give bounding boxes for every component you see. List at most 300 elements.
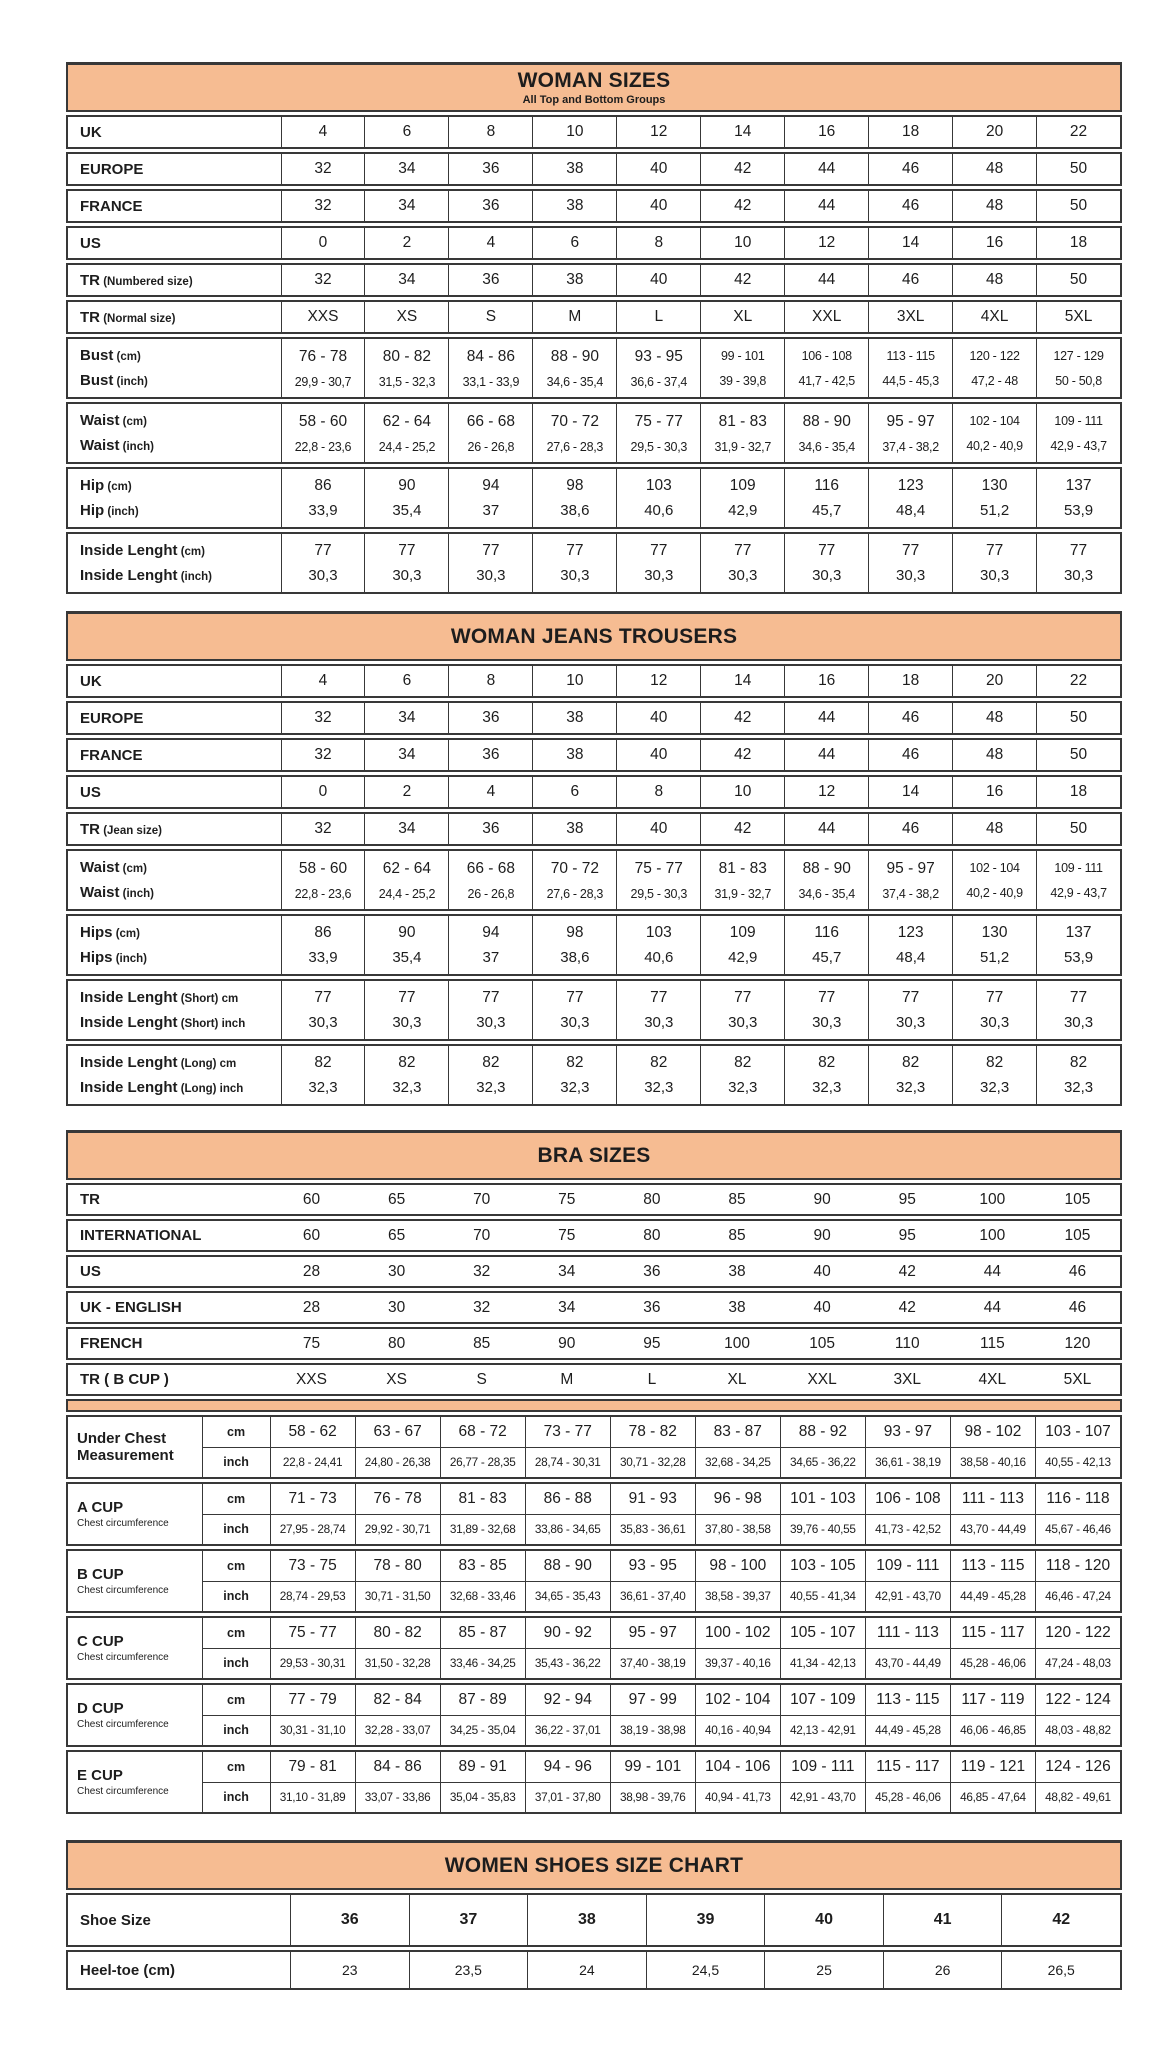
size-cell	[952, 339, 1036, 397]
size-cell	[868, 469, 952, 527]
size-value-inch: 32,3	[308, 1079, 338, 1097]
size-value-inch: 36,22 - 37,01	[534, 1723, 601, 1738]
table-row	[66, 701, 1122, 735]
row-label-unit: (cm)	[119, 416, 147, 428]
size-cell	[695, 1448, 780, 1478]
row-label	[80, 673, 281, 690]
size-value: 90	[813, 1190, 831, 1208]
size-value-inch: 48,4	[896, 949, 926, 967]
size-cell	[700, 777, 784, 807]
size-value-cm: 103 - 107	[1045, 1422, 1111, 1440]
size-value: 41	[883, 1895, 1002, 1945]
table-row	[66, 467, 1122, 529]
size-value-cm: 77	[314, 541, 332, 559]
size-value-cm: 88 - 90	[802, 412, 851, 430]
size-cell	[952, 228, 1036, 258]
row-label	[80, 542, 281, 559]
size-value-cm: 93 - 97	[883, 1422, 933, 1440]
unit-label-cm: cm	[202, 1551, 270, 1581]
woman-sizes-title: WOMAN SIZES	[517, 69, 671, 92]
size-value: 10	[734, 783, 752, 800]
size-value-cm: 109	[729, 476, 756, 494]
size-value: 44	[818, 271, 836, 288]
size-cell	[448, 740, 532, 770]
size-value: XS	[386, 1370, 407, 1388]
size-value: 40	[650, 197, 668, 214]
size-cell	[448, 117, 532, 147]
size-value-cm: 75 - 77	[288, 1623, 337, 1641]
size-value-inch: 42,91 - 43,70	[875, 1589, 941, 1604]
row-label-text: Inside Lenght	[80, 567, 178, 584]
size-cell	[364, 777, 448, 807]
size-cell	[270, 1752, 355, 1782]
size-value: 4	[486, 783, 496, 800]
size-value-cm: 98	[566, 476, 584, 494]
size-cell	[364, 469, 448, 527]
jeans-header	[66, 611, 1122, 661]
row-label	[80, 1335, 143, 1352]
row-label-unit: (Short) inch	[177, 1018, 246, 1030]
woman-sizes-header	[66, 62, 1122, 112]
size-value: 42	[1001, 1895, 1120, 1945]
size-cell	[865, 1618, 950, 1648]
row-label-unit: (inch)	[112, 953, 148, 965]
size-cell	[616, 191, 700, 221]
size-value: 38	[566, 709, 584, 726]
size-value-inch: 38,6	[560, 502, 590, 520]
size-value: 75	[558, 1190, 576, 1208]
row-label-unit: (inch)	[104, 506, 139, 518]
size-cell	[700, 1046, 784, 1104]
size-value-cm: 127 - 129	[1053, 348, 1104, 363]
unit-label-inch: inch	[202, 1783, 270, 1813]
size-value-cm: 88 - 90	[550, 347, 599, 365]
size-value-cm: 104 - 106	[705, 1757, 771, 1775]
size-value-inch: 43,70 - 44,49	[960, 1522, 1026, 1537]
size-value-inch: 41,73 - 42,52	[875, 1522, 941, 1537]
size-value: 16	[818, 123, 836, 140]
unit-label-inch: inch	[202, 1448, 270, 1478]
size-cell	[355, 1783, 440, 1813]
size-value: 25	[764, 1952, 883, 1988]
size-value: XXL	[812, 308, 842, 325]
size-value: 100	[979, 1226, 1006, 1244]
size-value: 46	[1068, 1298, 1087, 1316]
row-label-cell	[68, 154, 281, 184]
unit-label-inch: inch	[202, 1716, 270, 1746]
size-value-cm: 137	[1065, 476, 1092, 494]
size-value-cm: 87 - 89	[458, 1690, 507, 1708]
table-row	[66, 738, 1122, 772]
cup-sublabel: Chest circumference	[77, 1786, 169, 1798]
size-value-cm: 113 - 115	[961, 1556, 1025, 1574]
size-cell	[364, 534, 448, 592]
size-cell	[281, 740, 365, 770]
size-value: 38	[566, 746, 584, 763]
size-value: 4	[318, 672, 328, 689]
size-cell	[868, 740, 952, 770]
size-value: 75	[302, 1334, 321, 1352]
woman-sizes-subtitle: All Top and Bottom Groups	[522, 94, 666, 106]
size-value-inch: 44,49 - 45,28	[960, 1589, 1026, 1604]
size-value: 80	[387, 1334, 406, 1352]
size-value-inch: 37,40 - 38,19	[619, 1656, 686, 1671]
size-value: 42	[898, 1262, 916, 1280]
cup-sublabel: Chest circumference	[77, 1585, 169, 1597]
size-value-cm: 99 - 101	[624, 1757, 682, 1775]
size-cell	[532, 154, 616, 184]
size-cell	[952, 740, 1036, 770]
size-value-inch: 26 - 26,8	[467, 886, 515, 901]
size-value: 50	[1069, 160, 1088, 177]
size-value-cm: 120 - 122	[969, 348, 1020, 363]
size-value-cm: 63 - 67	[373, 1422, 422, 1440]
size-cell	[281, 302, 365, 332]
size-value-inch: 40,55 - 42,13	[1045, 1455, 1111, 1470]
size-cell	[868, 777, 952, 807]
size-value-cm: 90	[398, 923, 416, 941]
size-value: 40	[813, 1262, 831, 1280]
size-value-inch: 32,28 - 33,07	[364, 1723, 431, 1738]
size-cell	[700, 469, 784, 527]
size-value: 34	[398, 271, 416, 288]
size-value-cm: 95 - 97	[628, 1623, 677, 1641]
size-cell	[952, 814, 1036, 844]
size-value-inch: 30,71 - 32,28	[619, 1455, 686, 1470]
size-value-cm: 116	[814, 923, 840, 941]
row-label	[80, 161, 281, 178]
size-value: 38	[728, 1262, 746, 1280]
size-value-cm: 111 - 113	[876, 1623, 939, 1641]
size-cell	[616, 666, 700, 696]
size-value: 65	[387, 1226, 406, 1244]
size-value-cm: 92 - 94	[543, 1690, 592, 1708]
size-value-cm: 70 - 72	[550, 859, 599, 877]
size-cell	[695, 1618, 780, 1648]
size-value-inch: 42,9 - 43,7	[1050, 438, 1107, 453]
size-value: 18	[902, 123, 920, 140]
size-cell	[525, 1515, 610, 1545]
size-value-cm: 75 - 77	[634, 412, 683, 430]
size-cell	[355, 1752, 440, 1782]
size-value: 34	[558, 1298, 576, 1316]
size-value: 10	[734, 234, 752, 251]
size-value-cm: 93 - 95	[634, 347, 683, 365]
size-value: 14	[902, 783, 920, 800]
size-cell	[700, 740, 784, 770]
size-value: 38	[527, 1895, 646, 1945]
row-label-unit: (inch)	[119, 888, 154, 900]
size-cell	[950, 1582, 1035, 1612]
size-value: 4XL	[980, 308, 1009, 325]
size-cell	[270, 1551, 355, 1581]
size-value: 105	[1064, 1190, 1091, 1208]
size-cell	[270, 1685, 355, 1715]
size-cell	[780, 1582, 865, 1612]
size-cell	[1035, 1752, 1120, 1782]
size-value: 0	[318, 234, 328, 251]
size-value-inch: 35,43 - 36,22	[534, 1656, 601, 1671]
size-value: 85	[728, 1190, 746, 1208]
size-value-cm: 82	[818, 1053, 836, 1071]
size-cell	[532, 916, 616, 974]
size-value: XL	[727, 1370, 747, 1388]
size-value-cm: 115 - 117	[876, 1757, 940, 1775]
size-value-inch: 30,3	[308, 567, 338, 585]
size-value: S	[485, 308, 497, 325]
size-value-inch: 30,3	[560, 567, 590, 585]
size-value: 48	[985, 271, 1004, 288]
size-value: 23,5	[409, 1952, 528, 1988]
size-value-cm: 98	[566, 923, 584, 941]
size-value-cm: 58 - 62	[288, 1422, 337, 1440]
size-value-cm: 82	[985, 1053, 1004, 1071]
size-cell	[952, 469, 1036, 527]
size-value-cm: 70 - 72	[550, 412, 599, 430]
size-cell	[616, 851, 700, 909]
size-cell	[780, 1716, 865, 1746]
size-value-cm: 77	[482, 988, 500, 1006]
row-label-cell	[68, 814, 281, 844]
size-cell	[270, 1716, 355, 1746]
size-value-inch: 32,3	[392, 1079, 422, 1097]
size-cell	[695, 1685, 780, 1715]
row-label-cell	[68, 265, 281, 295]
table-row	[66, 532, 1122, 594]
size-value-cm: 66 - 68	[466, 412, 516, 430]
size-value-cm: 93 - 95	[628, 1556, 677, 1574]
size-cell	[355, 1582, 440, 1612]
row-label-cell	[68, 534, 281, 592]
size-value: 36	[482, 197, 500, 214]
size-cell	[700, 302, 784, 332]
size-cell	[1036, 265, 1120, 295]
size-value-inch: 32,68 - 34,25	[704, 1455, 771, 1470]
size-value: 42	[898, 1298, 916, 1316]
cup-inch-row	[202, 1715, 1120, 1746]
size-value-cm: 107 - 109	[790, 1690, 856, 1708]
size-cell	[868, 814, 952, 844]
size-value: 70	[473, 1226, 491, 1244]
row-label-text: UK	[80, 672, 102, 690]
row-label-text: Heel-toe (cm)	[80, 1961, 176, 1979]
size-cell	[525, 1716, 610, 1746]
row-label	[80, 1962, 175, 1979]
size-value: 48	[985, 746, 1004, 763]
size-cell	[281, 191, 365, 221]
size-value-cm: 77	[650, 541, 668, 559]
size-value-inch: 37	[482, 502, 500, 520]
size-value-inch: 29,5 - 30,3	[630, 439, 688, 454]
size-value: 2	[402, 783, 412, 800]
size-value-cm: 94	[482, 923, 500, 941]
size-value: L	[647, 1370, 657, 1388]
size-cell	[868, 534, 952, 592]
size-cell	[950, 1551, 1035, 1581]
size-value-inch: 34,6 - 35,4	[798, 439, 855, 454]
size-cell	[952, 981, 1036, 1039]
size-cell	[868, 404, 952, 462]
size-value-inch: 30,3	[392, 1014, 422, 1032]
size-cell	[952, 117, 1036, 147]
size-value-cm: 85 - 87	[458, 1623, 507, 1641]
cup-sublabel: Chest circumference	[77, 1652, 169, 1664]
row-label-unit: (Normal size)	[100, 312, 176, 325]
size-cell	[532, 814, 616, 844]
size-value-inch: 46,46 - 47,24	[1045, 1589, 1111, 1604]
size-value: 85	[473, 1334, 491, 1352]
size-value: 18	[1069, 783, 1088, 800]
size-value-cm: 96 - 98	[713, 1489, 762, 1507]
size-value-inch: 45,7	[812, 949, 842, 967]
size-value-inch: 46,85 - 47,64	[960, 1790, 1026, 1805]
size-value: 60	[302, 1190, 321, 1208]
size-cell	[610, 1448, 695, 1478]
woman-sizes-rows	[66, 115, 1122, 594]
row-label	[80, 198, 281, 215]
size-value: 10	[566, 123, 584, 140]
size-cell	[1036, 666, 1120, 696]
size-value-cm: 58 - 60	[298, 412, 348, 430]
size-cell	[700, 814, 784, 844]
size-value: 24	[527, 1952, 646, 1988]
jeans-rows	[66, 664, 1122, 1106]
table-row	[66, 115, 1122, 149]
size-cell	[355, 1716, 440, 1746]
size-value: XXL	[807, 1370, 837, 1388]
size-value-inch: 33,07 - 33,86	[364, 1790, 431, 1805]
cup-inch-row	[202, 1514, 1120, 1545]
size-cell	[1036, 916, 1120, 974]
size-value: 32	[473, 1262, 491, 1280]
size-cell	[525, 1618, 610, 1648]
size-cell	[868, 916, 952, 974]
size-cell	[784, 117, 868, 147]
size-value: 85	[728, 1226, 746, 1244]
cup-name: B CUP	[77, 1565, 124, 1583]
row-label-cell	[68, 302, 281, 332]
size-value-inch: 34,65 - 36,22	[790, 1455, 856, 1470]
size-value-inch: 38,6	[560, 949, 590, 967]
size-value-cm: 77	[314, 988, 332, 1006]
size-value: 6	[570, 234, 580, 251]
row-label-unit: (cm)	[177, 546, 205, 558]
size-value-cm: 79 - 81	[288, 1757, 337, 1775]
row-label-text: EUROPE	[80, 160, 144, 178]
size-value-cm: 84 - 86	[373, 1757, 422, 1775]
size-value: 8	[654, 783, 664, 800]
row-label-text: TR	[80, 1191, 100, 1208]
size-cell	[448, 228, 532, 258]
size-value: 34	[398, 160, 416, 177]
size-value-cm: 77	[734, 541, 752, 559]
cup-name: A CUP	[77, 1498, 124, 1516]
size-cell	[448, 302, 532, 332]
row-label-text: Hip	[80, 502, 105, 519]
row-label-cell	[68, 228, 281, 258]
table-row	[66, 1255, 1122, 1288]
size-value-cm: 102 - 104	[969, 860, 1020, 875]
cup-sublabel: Chest circumference	[77, 1518, 169, 1530]
size-cell	[610, 1716, 695, 1746]
size-value: 34	[398, 746, 416, 763]
size-cell	[616, 228, 700, 258]
size-value: 4XL	[978, 1370, 1007, 1388]
size-cell	[784, 666, 868, 696]
size-value-inch: 37,01 - 37,80	[534, 1790, 601, 1805]
size-cell	[270, 1618, 355, 1648]
row-label-text: UK - ENGLISH	[80, 1299, 182, 1316]
size-cell	[952, 1046, 1036, 1104]
size-value-inch: 30,3	[560, 1014, 590, 1032]
row-label	[80, 1054, 281, 1071]
size-value-inch: 33,9	[308, 502, 338, 520]
size-cell	[865, 1685, 950, 1715]
size-value-cm: 77	[398, 988, 416, 1006]
row-label-unit: (cm)	[104, 481, 132, 493]
size-value-cm: 111 - 113	[961, 1489, 1024, 1507]
table-row	[66, 1327, 1122, 1360]
size-cell	[950, 1515, 1035, 1545]
size-cell	[1036, 469, 1120, 527]
size-value-cm: 77	[566, 988, 584, 1006]
size-value-cm: 103	[645, 476, 672, 494]
size-value-cm: 80 - 82	[382, 347, 432, 365]
size-value: 22	[1069, 123, 1088, 140]
table-row	[66, 1044, 1122, 1106]
size-value: 36	[482, 746, 500, 763]
size-value-inch: 30,3	[476, 1014, 506, 1032]
size-value: 20	[985, 123, 1004, 140]
row-label	[80, 437, 281, 454]
size-value: 44	[818, 820, 836, 837]
size-cell	[616, 534, 700, 592]
row-label-cell	[68, 1365, 269, 1394]
size-value-cm: 115 - 117	[961, 1623, 1025, 1641]
size-cell	[448, 777, 532, 807]
size-value: 6	[402, 672, 412, 689]
size-cell	[695, 1649, 780, 1679]
size-cell	[448, 814, 532, 844]
size-value-inch: 44,49 - 45,28	[875, 1723, 941, 1738]
size-value: 30	[387, 1298, 406, 1316]
size-value-inch: 31,9 - 32,7	[714, 439, 771, 454]
size-value-inch: 30,3	[392, 567, 422, 585]
size-value-inch: 37	[482, 949, 500, 967]
size-cell	[1036, 740, 1120, 770]
row-label-text: Hips	[80, 924, 113, 941]
table-row	[66, 1363, 1122, 1396]
size-value-inch: 45,28 - 46,06	[875, 1790, 941, 1805]
size-cell	[950, 1752, 1035, 1782]
cup-inch-row	[202, 1447, 1120, 1478]
size-cell	[364, 703, 448, 733]
row-label-text: Shoe Size	[80, 1911, 151, 1929]
size-value-cm: 130	[981, 476, 1008, 494]
size-cell	[780, 1783, 865, 1813]
size-cell	[700, 265, 784, 295]
size-value-cm: 123	[897, 476, 924, 494]
size-cell	[440, 1515, 525, 1545]
size-cell	[952, 916, 1036, 974]
size-value-inch: 35,4	[392, 949, 422, 967]
size-value: 70	[473, 1190, 491, 1208]
size-value-cm: 105 - 107	[790, 1623, 856, 1641]
size-value-inch: 37,80 - 38,58	[704, 1522, 771, 1537]
size-cell	[784, 851, 868, 909]
size-value-inch: 40,94 - 41,73	[704, 1790, 771, 1805]
size-cell	[281, 703, 365, 733]
